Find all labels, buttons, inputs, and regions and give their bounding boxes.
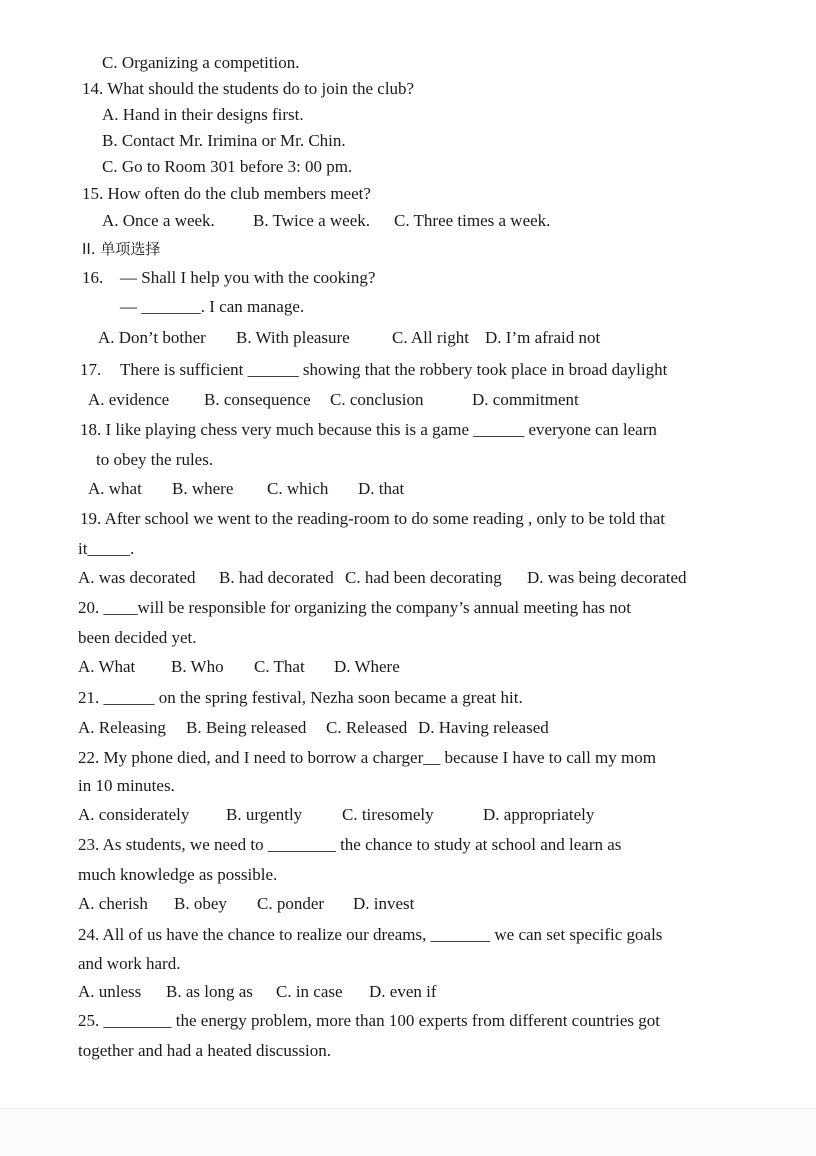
option-23d: D. invest: [353, 894, 415, 913]
option-17c: C. conclusion: [330, 390, 424, 409]
option-17d: D. commitment: [472, 390, 579, 409]
question-18-cont: to obey the rules.: [96, 450, 214, 469]
option-24c: C. in case: [276, 982, 343, 1001]
option-19d: D. was being decorated: [527, 568, 687, 587]
option-22c: C. tiresomely: [342, 805, 434, 824]
question-14: 14. What should the students do to join the club?: [82, 79, 415, 98]
question-23-cont: much knowledge as possible.: [78, 865, 278, 884]
option-14c: C. Go to Room 301 before 3: 00 pm.: [102, 157, 353, 176]
option-17a: A. evidence: [88, 390, 170, 409]
option-22b: B. urgently: [226, 805, 303, 824]
option-15a: A. Once a week.: [102, 211, 215, 230]
option-16c: C. All right: [392, 328, 469, 347]
option-15b: B. Twice a week.: [253, 211, 370, 230]
option-24b: B. as long as: [166, 982, 253, 1001]
question-22-cont: in 10 minutes.: [78, 776, 175, 795]
question-17-number: 17.: [80, 360, 102, 379]
option-18c: C. which: [267, 479, 329, 498]
option-18b: B. where: [172, 479, 234, 498]
option-23b: B. obey: [174, 894, 227, 913]
question-15: 15. How often do the club members meet?: [82, 184, 371, 203]
option-20b: B. Who: [171, 657, 224, 676]
option-14a: A. Hand in their designs first.: [102, 105, 304, 124]
option-24a: A. unless: [78, 982, 142, 1001]
option-21a: A. Releasing: [78, 718, 166, 737]
option-18d: D. that: [358, 479, 405, 498]
option-17b: B. consequence: [204, 390, 311, 409]
option-14b: B. Contact Mr. Irimina or Mr. Chin.: [102, 131, 346, 150]
option-23c: C. ponder: [257, 894, 325, 913]
question-19-cont: it_____.: [78, 539, 135, 558]
option-21b: B. Being released: [186, 718, 307, 737]
option-16b: B. With pleasure: [236, 328, 350, 347]
option-20c: C. That: [254, 657, 305, 676]
option-21c: C. Released: [326, 718, 408, 737]
question-16-number: 16.: [82, 268, 104, 287]
question-24: 24. All of us have the chance to realize our dreams, _______ we can set specific goals: [78, 925, 663, 944]
option-22a: A. considerately: [78, 805, 190, 824]
question-24-cont: and work hard.: [78, 954, 181, 973]
question-25: 25. ________ the energy problem, more than 100 experts from different countries got: [78, 1011, 660, 1030]
question-20-cont: been decided yet.: [78, 628, 197, 647]
option-21d: D. Having released: [418, 718, 549, 737]
question-19: 19. After school we went to the reading-room to do some reading , only to be told that: [80, 509, 665, 528]
question-17: There is sufficient ______ showing that the robbery took place in broad daylight: [120, 360, 668, 379]
option-13c: C. Organizing a competition.: [102, 53, 300, 72]
page-bottom-band: [0, 1108, 816, 1156]
option-18a: A. what: [88, 479, 142, 498]
option-23a: A. cherish: [78, 894, 148, 913]
option-19b: B. had decorated: [219, 568, 334, 587]
question-23: 23. As students, we need to ________ the chance to study at school and learn as: [78, 835, 622, 854]
question-18: 18. I like playing chess very much because this is a game ______ everyone can learn: [80, 420, 657, 439]
question-21: 21. ______ on the spring festival, Nezha soon became a great hit.: [78, 688, 523, 707]
option-20d: D. Where: [334, 657, 400, 676]
question-16: — Shall I help you with the cooking?: [120, 268, 376, 287]
question-16-reply: — _______. I can manage.: [120, 297, 305, 316]
option-16d: D. I’m afraid not: [485, 328, 601, 347]
option-19a: A. was decorated: [78, 568, 196, 587]
option-19c: C. had been decorating: [345, 568, 502, 587]
section-heading: II. 单项选择: [82, 240, 161, 258]
question-22: 22. My phone died, and I need to borrow a charger__ because I have to call my mom: [78, 748, 656, 767]
question-20: 20. ____will be responsible for organizing the company’s annual meeting has not: [78, 598, 632, 617]
option-16a: A. Don’t bother: [98, 328, 206, 347]
option-20a: A. What: [78, 657, 136, 676]
option-24d: D. even if: [369, 982, 437, 1001]
option-22d: D. appropriately: [483, 805, 595, 824]
question-25-cont: together and had a heated discussion.: [78, 1041, 332, 1060]
option-15c: C. Three times a week.: [394, 211, 551, 230]
